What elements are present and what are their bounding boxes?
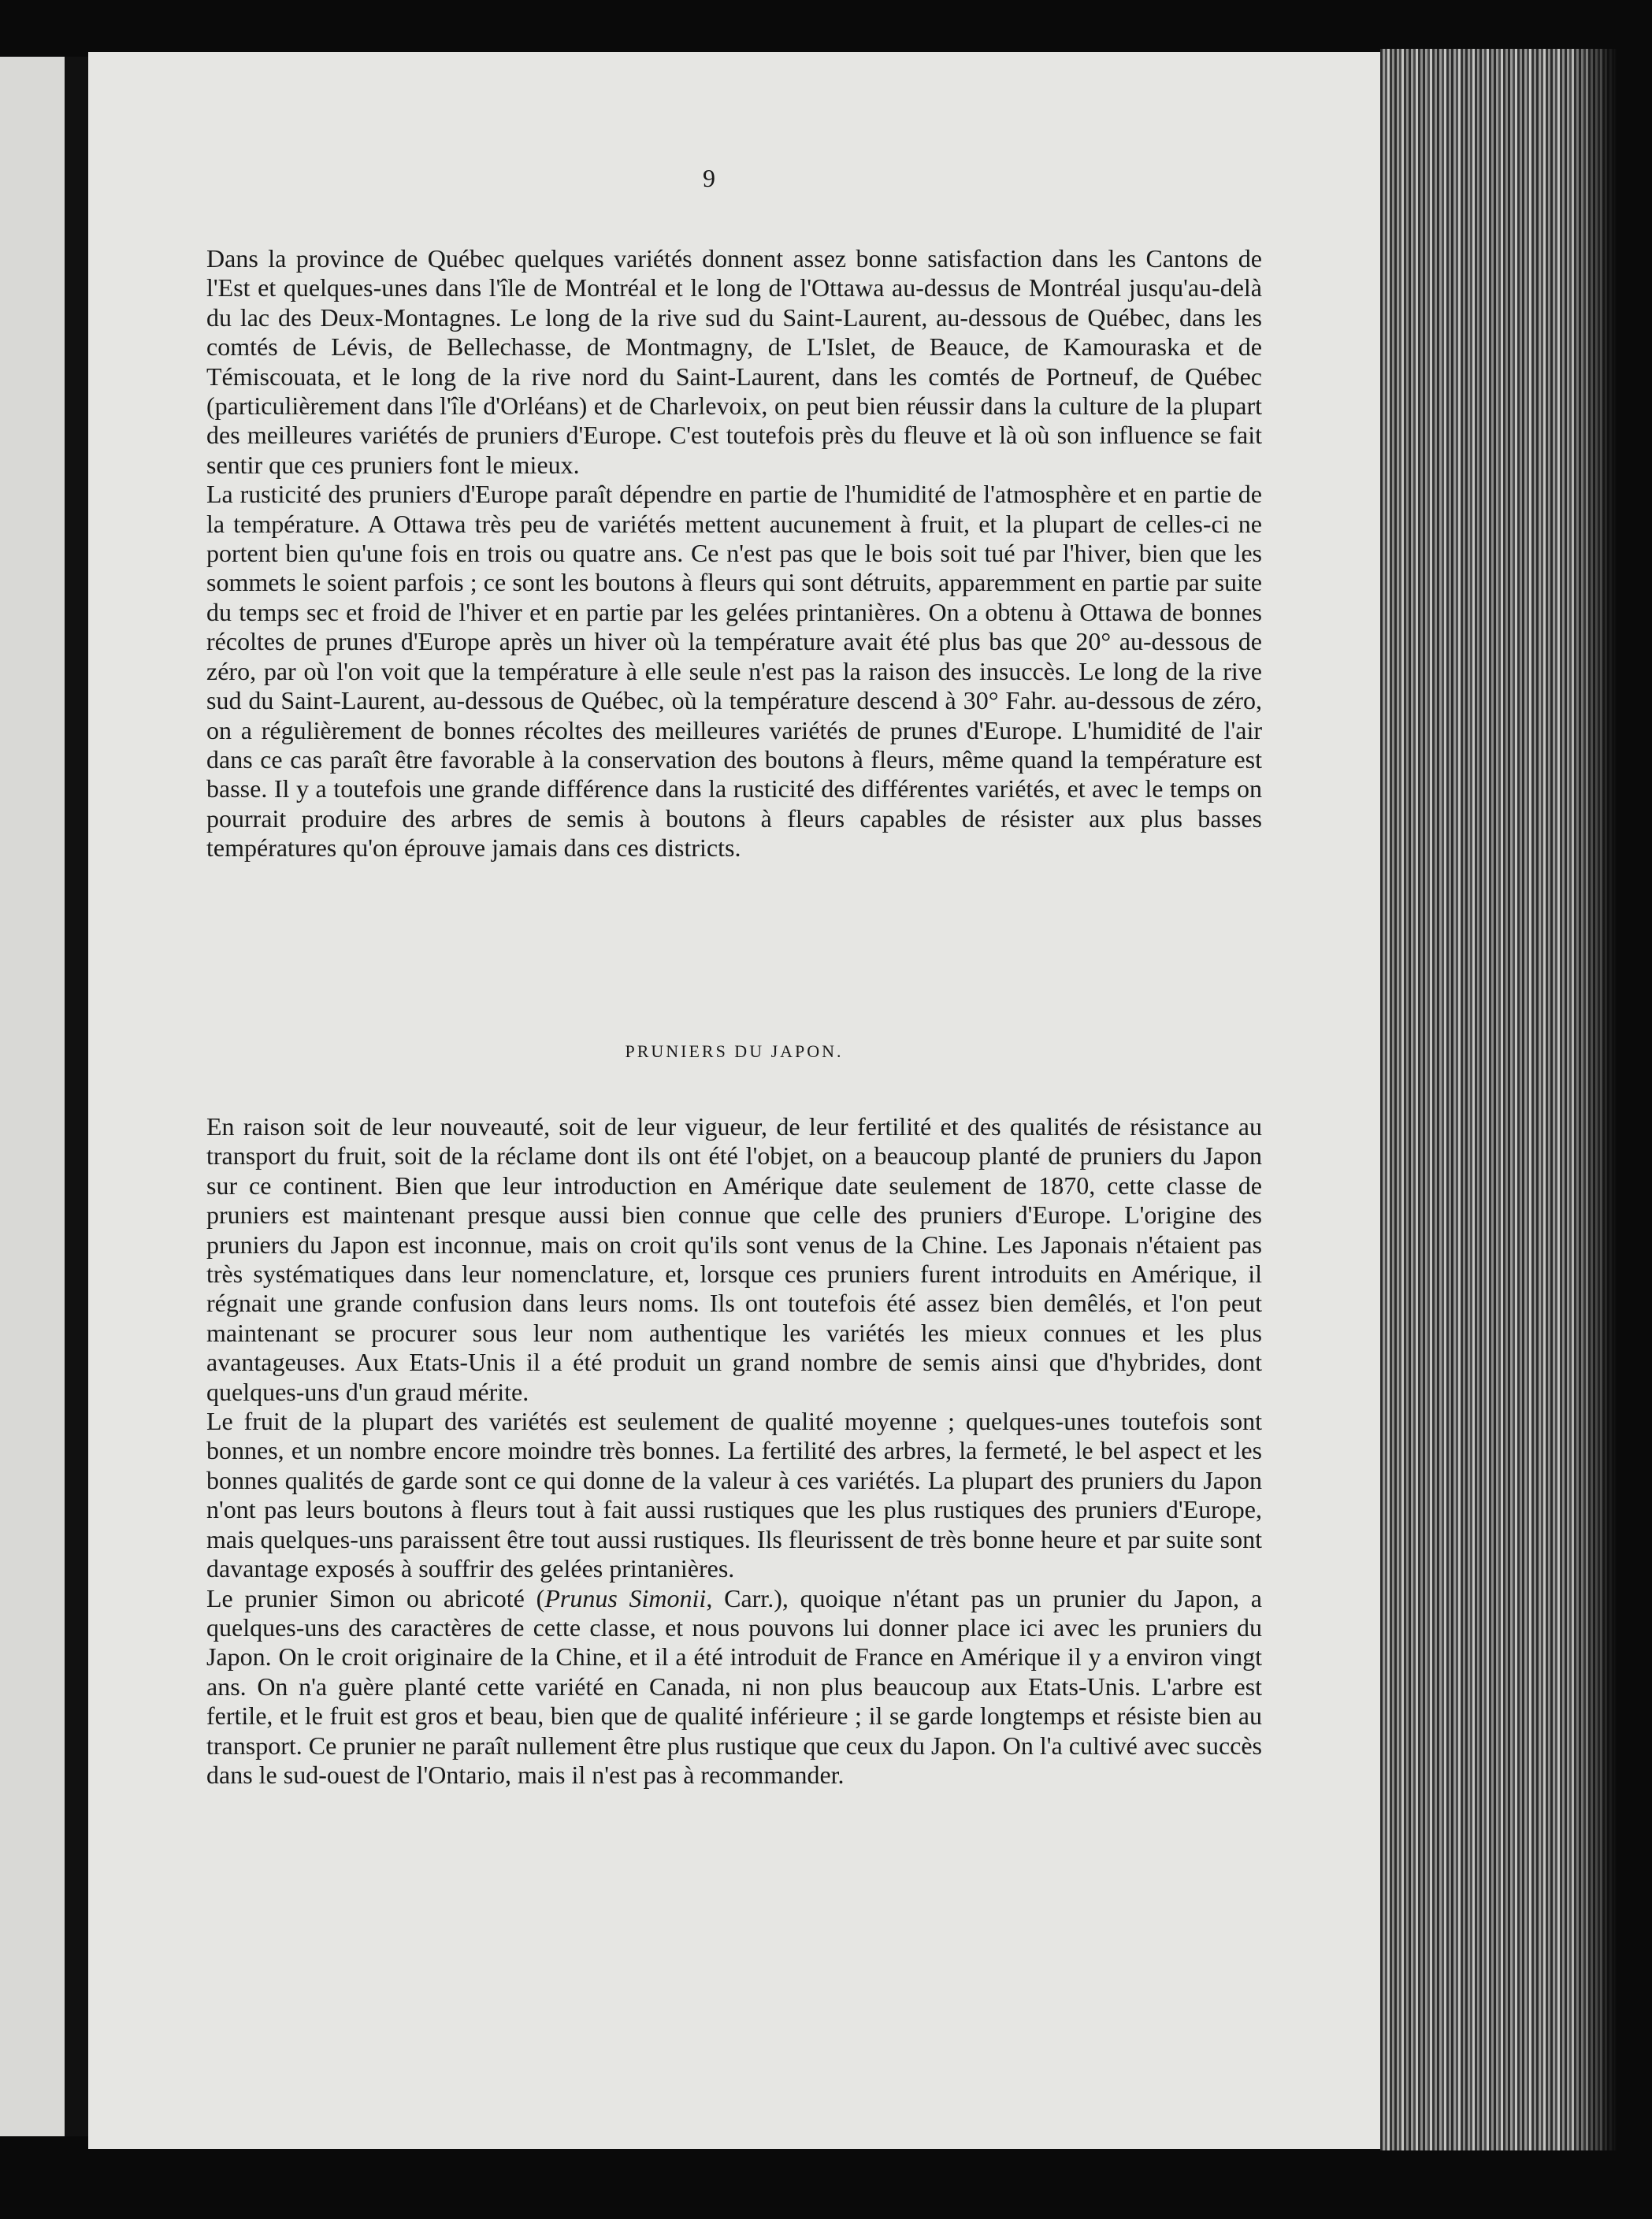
paragraph-simon-plum (206, 1584, 1262, 1790)
page-stack-edges (1380, 49, 1617, 2150)
latin-name: Prunus Simonii (544, 1583, 707, 1612)
paragraph: Dans la province de Québec quelques variétés donnent assez bonne satisfaction dans les Cantons de l'Est et quelques-unes dans l'île de Montréal et le long de l'Ottawa au-dessus de Montréal jusqu'au-delà du lac des Deux-Montagnes. Le long de la rive sud du Saint-Laurent, au-dessous de Québec, dans les comtés de Lévis, de Bellechasse, de Montmagny, de L'Islet, de Beauce, de Kamouraska et de Témiscouata, et le long de la rive nord du Saint-Laurent, dans les comtés de Portneuf, de Québec (particulièrement dans l'île d'Orléans) et de Charlevoix, on peut bien réussir dans la culture de la plupart des meilleures variétés de pruniers d'Europe. C'est toutefois près du fleuve et là où son influence se fait sentir que ces pruniers font le mieux. (206, 244, 1262, 479)
simon-text-after: , Carr.), quoique n'étant pas un prunier du Japon, a quelques-uns des caractères de cette classe, et nous pouvons lui donner place ici avec les pruniers du Japon. On le croit originaire de la Chine, et il a été introduit de France en Amérique il y a environ vingt ans. On n'a guère planté cette variété en Canada, ni non plus beaucoup aux Etats-Unis. L'arbre est fertile, et le fruit est gros et beau, bien que de qualité inférieure ; il se garde longtemps et résiste bien au transport. Ce prunier ne paraît nullement être plus rustique que ceux du Japon. On l'a cultivé avec succès dans le sud-ouest de l'Ontario, mais il n'est pas à recommander. (206, 1583, 1263, 1789)
section-european-plums-text (206, 244, 1262, 863)
paragraph: Le fruit de la plupart des variétés est seulement de qualité moyenne ; quelques-unes toutefois sont bonnes, et un nombre encore moindre très bonnes. La fertilité des arbres, la fermeté, le bel aspect et les bonnes qualités de garde sont ce qui donne de la valeur à ces variétés. La plupart des pruniers du Japon n'ont pas leurs boutons à fleurs tout à fait aussi rustiques que les plus rustiques des pruniers d'Europe, mais quelques-uns paraissent être tout aussi rustiques. Ils fleurissent de très bonne heure et par suite sont davantage exposés à souffrir des gelées printanières. (206, 1407, 1262, 1583)
simon-text-before: Le prunier Simon ou abricoté ( (206, 1583, 545, 1612)
section-japanese-plums-text (206, 1112, 1262, 1790)
section-heading: PRUNIERS DU JAPON. (625, 1041, 844, 1061)
paragraph: En raison soit de leur nouveauté, soit de leur vigueur, de leur fertilité et des qualités de résistance au transport du fruit, soit de la réclame dont ils ont été l'objet, on a beaucoup planté de pruniers du Japon sur ce continent. Bien que leur introduction en Amérique date seulement de 1870, cette classe de pruniers est maintenant presque aussi bien connue que celle des pruniers d'Europe. L'origine des pruniers du Japon est inconnue, mais on croit qu'ils sont venus de la Chine. Les Japonais n'étaient pas très systématiques dans leur nomenclature, et, lorsque ces pruniers furent introduits en Amérique, il régnait une grande confusion dans leurs noms. Ils ont toutefois été assez bien demêlés, et l'on peut maintenant se procurer sous leur nom authentique les variétés les mieux connues et les plus avantageuses. Aux Etats-Unis il a été produit un grand nombre de semis ainsi que d'hybrides, dont quelques-uns d'un graud mérite. (206, 1112, 1262, 1406)
previous-page-edge (0, 57, 65, 2136)
book-gutter (65, 57, 88, 2136)
page-number: 9 (703, 164, 715, 192)
paragraph: La rusticité des pruniers d'Europe paraît dépendre en partie de l'humidité de l'atmosphère et en partie de la température. A Ottawa très peu de variétés mettent aucunement à fruit, et la plupart de celles-ci ne portent bien qu'une fois en trois ou quatre ans. Ce n'est pas que le bois soit tué par l'hiver, bien que les sommets le soient parfois ; ce sont les boutons à fleurs qui sont détruits, apparemment en partie par suite du temps sec et froid de l'hiver et en partie par les gelées printanières. On a obtenu à Ottawa de bonnes récoltes de prunes d'Europe après un hiver où la température avait été plus bas que 20° au-dessous de zéro, par où l'on voit que la température à elle seule n'est pas la raison des insuccès. Le long de la rive sud du Saint-Laurent, au-dessous de Québec, où la température descend à 30° Fahr. au-dessous de zéro, on a régulièrement de bonnes récoltes des meilleures variétés de prunes d'Europe. L'humidité de l'air dans ce cas paraît être favorable à la conservation des boutons à fleurs, même quand la température est basse. Il y a toutefois une grande différence dans la rusticité des différentes variétés, et avec le temps on pourrait produire des arbres de semis à boutons à fleurs capables de résister aux plus basses températures qu'on éprouve jamais dans ces districts. (206, 480, 1262, 863)
